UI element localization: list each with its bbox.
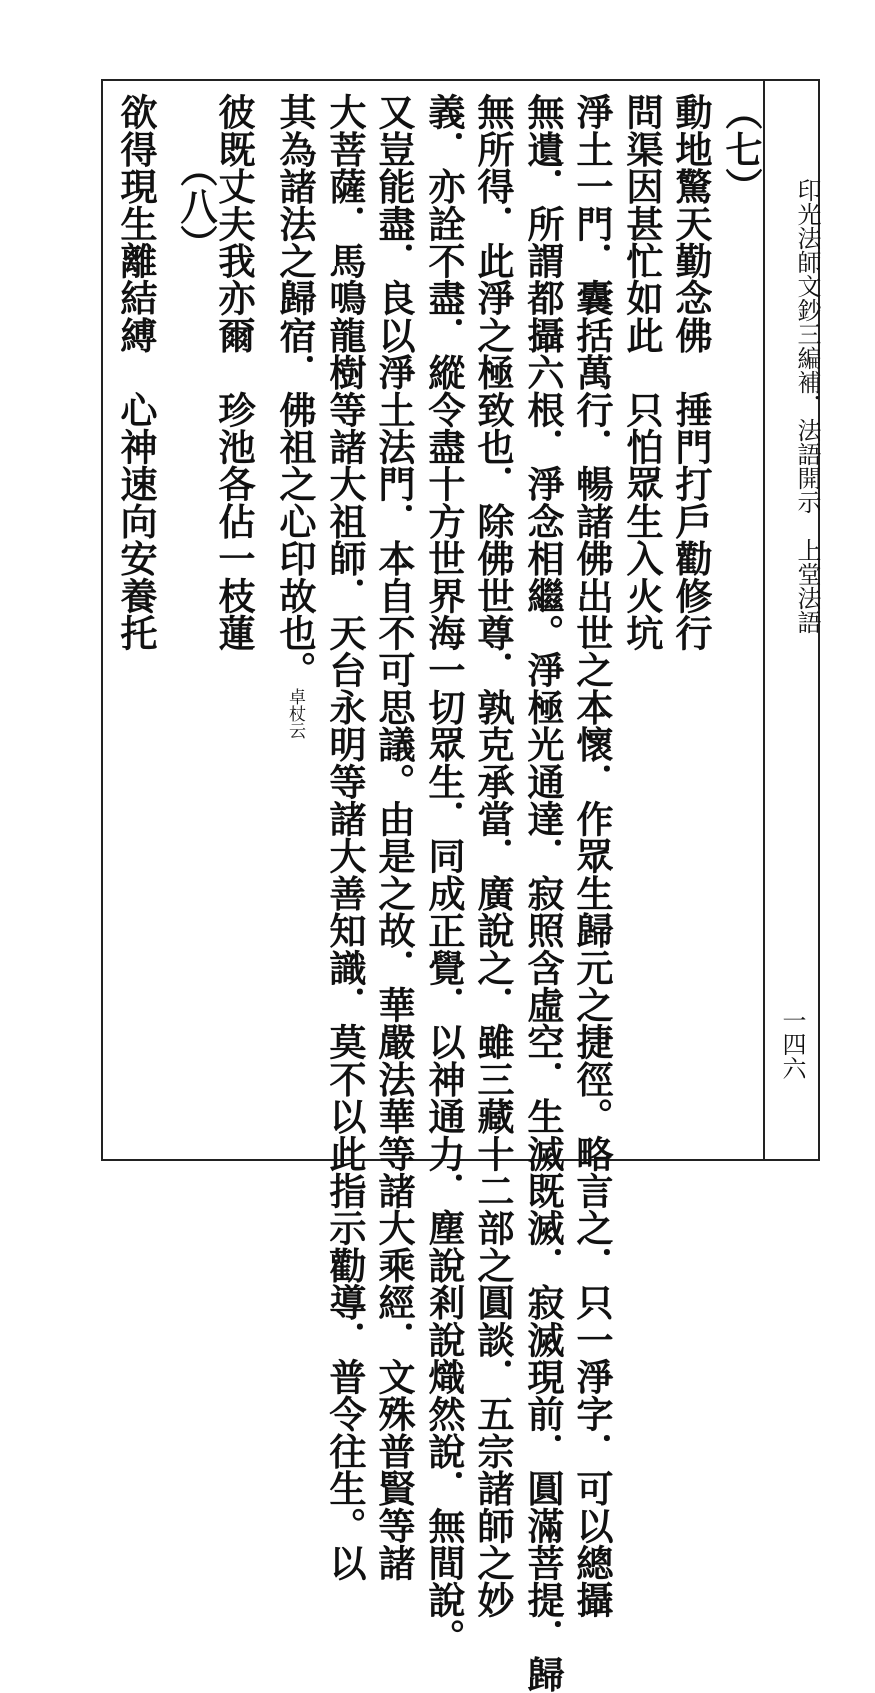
section-title: 上堂法語 xyxy=(793,538,821,634)
section-heading-8: （八） xyxy=(174,150,218,262)
page-number: 一四六 xyxy=(778,1008,806,1080)
body-line: 又豈能盡．良以淨土法門．本自不可思議。由是之故．華嚴法華等諸大乘經．文殊普賢等諸 xyxy=(372,93,416,1581)
body-line: 其為諸法之歸宿．佛祖之心印故也。卓杖云 xyxy=(273,93,317,740)
body-line: 無遺．所謂都攝六根．淨念相繼。淨極光通達．寂照含虛空．生滅既滅．寂滅現前．圓滿菩提．歸 xyxy=(521,93,565,1693)
body-line: 淨土一門．囊括萬行．暢諸佛出世之本懷．作眾生歸元之捷徑。略言之．只一淨字．可以總攝 xyxy=(570,93,614,1619)
section-heading-7: （七） xyxy=(719,93,763,205)
book-title: 印光法師文鈔三編補．法語開示 上堂法語 xyxy=(793,178,821,634)
body-line: 義．亦詮不盡．縱令盡十方世界海一切眾生．同成正覺．以神通力．塵說剎說熾然說．無間說。 xyxy=(422,93,466,1656)
verse-line: 欲得現生離結縛 心神速向安養托 xyxy=(114,93,158,651)
verse-line: 動地驚天勤念佛 捶門打戶勸修行 xyxy=(669,93,713,651)
verse-line: 問渠因甚忙如此 只怕眾生入火坑 xyxy=(620,93,664,651)
inline-note: 卓杖云 xyxy=(285,688,305,740)
body-line: 無所得．此淨之極致也．除佛世尊．孰克承當．廣說之．雖三藏十二部之圓談．五宗諸師之妙 xyxy=(471,93,515,1619)
body-line: 大菩薩．馬鳴龍樹等諸大祖師．天台永明等諸大善知識．莫不以此指示勸導．普令往生。以 xyxy=(323,93,367,1581)
verse-line: 彼既丈夫我亦爾 珍池各佔一枝蓮 xyxy=(212,93,256,651)
